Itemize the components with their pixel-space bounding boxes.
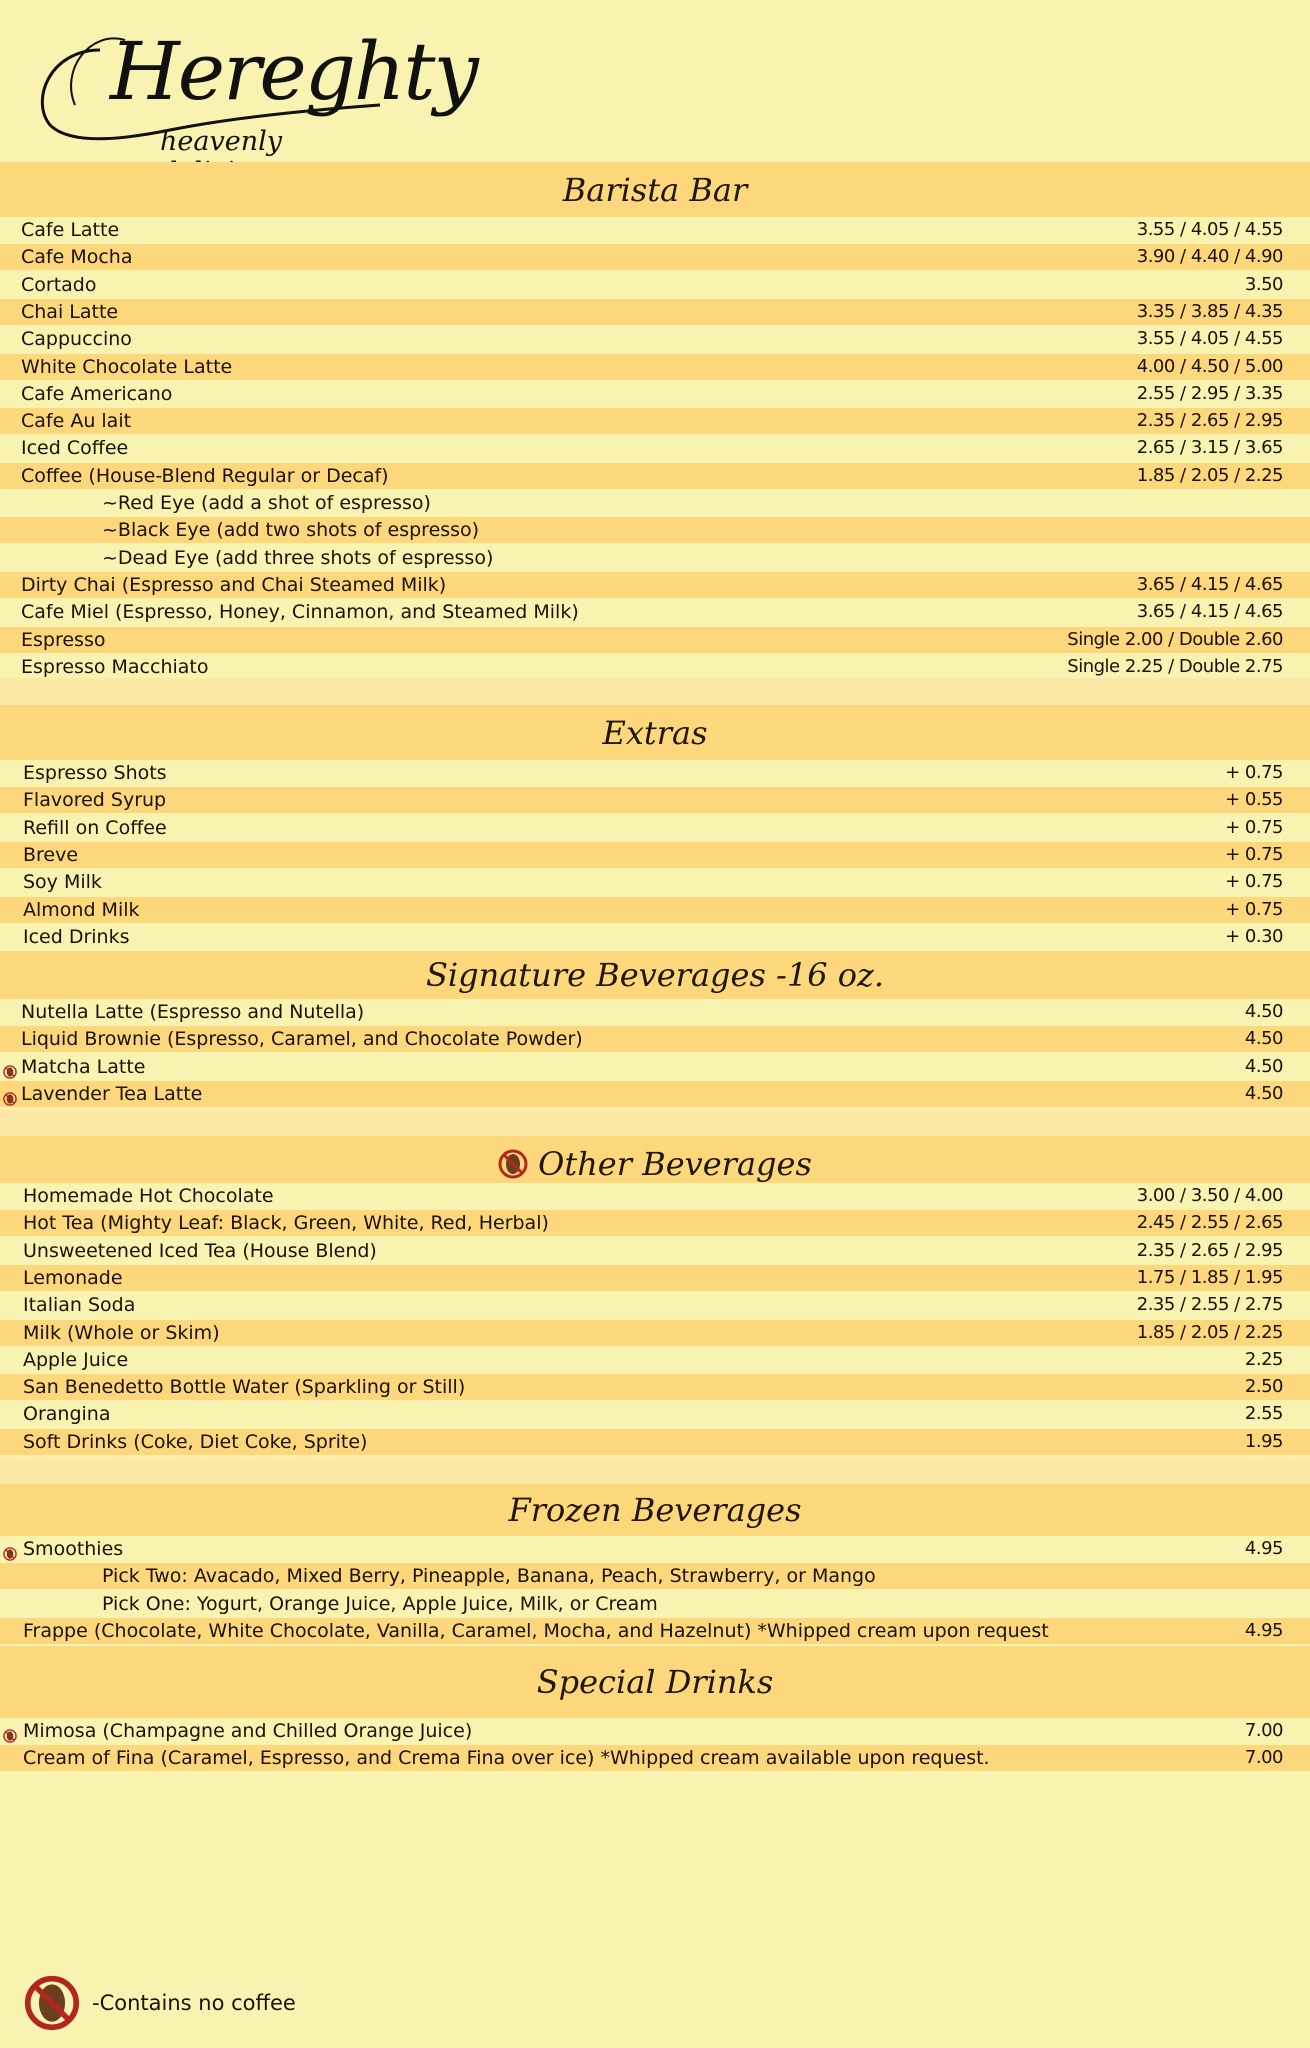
menu-item-name: Liquid Brownie (Espresso, Caramel, and Chocolate Powder) [21, 1028, 583, 1051]
menu-item-price: 4.50 [1244, 1028, 1283, 1050]
menu-item-row [0, 381, 1310, 407]
menu-item-name: Cortado [21, 273, 97, 296]
menu-item-name: Espresso Shots [23, 762, 167, 784]
menu-item-name: Soft Drinks (Coke, Diet Coke, Sprite) [23, 1430, 368, 1453]
menu-item-name: Lemonade [23, 1266, 123, 1289]
menu-item-price: 1.85 / 2.05 / 2.25 [1136, 464, 1283, 486]
menu-item-price: 2.55 [1244, 1403, 1283, 1425]
menu-item-name: Cafe Americano [21, 382, 173, 405]
menu-item-price: 4.50 [1244, 1001, 1283, 1022]
menu-item-row [0, 408, 1310, 434]
menu-item-price: 2.25 [1244, 1348, 1283, 1370]
section-header-extras [0, 705, 1310, 760]
menu-item-row [0, 869, 1310, 895]
menu-item-price: + 0.75 [1225, 843, 1283, 865]
menu-item-row [0, 1374, 1310, 1400]
menu-item-row [0, 1265, 1310, 1291]
menu-item-name: Iced Coffee [21, 437, 129, 460]
no-coffee-icon [24, 1975, 80, 2031]
menu-item-price: 3.00 / 3.50 / 4.00 [1136, 1185, 1283, 1206]
menu-item-name: San Benedetto Bottle Water (Sparkling or Still) [23, 1376, 466, 1399]
menu-item-name: Orangina [23, 1403, 111, 1426]
menu-item-name: Flavored Syrup [23, 789, 167, 812]
menu-item-row [0, 1026, 1310, 1052]
menu-item-price: 4.95 [1244, 1538, 1283, 1559]
no-coffee-icon [3, 1060, 17, 1074]
menu-item-row [0, 1401, 1310, 1427]
menu-item-name: Pick One: Yogurt, Orange Juice, Apple Juice, Milk, or Cream [102, 1592, 658, 1615]
menu-item-row [0, 354, 1310, 380]
menu-item-name: Cafe Au lait [21, 410, 132, 433]
menu-item-row [0, 490, 1310, 516]
menu-item-price: 4.50 [1244, 1082, 1283, 1104]
menu-item-row [0, 897, 1310, 923]
menu-item-row [0, 272, 1310, 298]
section-title-signature: Signature Beverages -16 oz. [425, 956, 885, 994]
menu-item-name: Espresso [21, 628, 106, 651]
menu-item-row [0, 1591, 1310, 1617]
menu-item-row [0, 1618, 1310, 1644]
no-coffee-icon [3, 1724, 17, 1738]
menu-item-price: 3.55 / 4.05 / 4.55 [1136, 328, 1283, 350]
menu-item-row [0, 999, 1310, 1025]
menu-item-price: 2.35 / 2.65 / 2.95 [1136, 410, 1283, 432]
menu-item-name: Cream of Fina (Caramel, Espresso, and Crema Fina over ice) *Whipped cream available upon request. [23, 1747, 990, 1770]
menu-item-name: ~Dead Eye (add three shots of espresso) [102, 546, 494, 569]
menu-item-name: Hot Tea (Mighty Leaf: Black, Green, White, Red, Herbal) [23, 1212, 549, 1235]
menu-item-price: 3.90 / 4.40 / 4.90 [1136, 246, 1283, 268]
menu-item-price: 1.75 / 1.85 / 1.95 [1136, 1266, 1283, 1288]
menu-item-row [0, 1054, 1310, 1080]
section-title-extras: Extras [602, 713, 708, 752]
section-header-frozen [0, 1484, 1310, 1536]
menu-item-price: Single 2.25 / Double 2.75 [1067, 655, 1283, 677]
menu-item-price: + 0.30 [1225, 925, 1283, 947]
menu-item-row [0, 326, 1310, 352]
menu-item-row [0, 1745, 1310, 1771]
menu-item-row [0, 244, 1310, 270]
menu-item-price: 1.85 / 2.05 / 2.25 [1136, 1321, 1283, 1343]
menu-item-row [0, 1536, 1310, 1562]
menu-item-row [0, 760, 1310, 786]
section-header-special [0, 1646, 1310, 1718]
menu-item-name: Homemade Hot Chocolate [23, 1185, 274, 1207]
menu-item-name: Almond Milk [23, 898, 140, 921]
menu-item-row [0, 463, 1310, 489]
menu-item-row [0, 1429, 1310, 1455]
menu-item-price: 1.95 [1244, 1430, 1283, 1452]
brand-tagline: heavenly [160, 126, 282, 157]
menu-item-row [0, 1238, 1310, 1264]
menu-item-price: + 0.75 [1225, 871, 1283, 893]
legend [24, 1975, 296, 2031]
menu-item-name: Lavender Tea Latte [21, 1082, 203, 1105]
section-spacer [0, 1109, 1310, 1136]
menu-item-name: Matcha Latte [21, 1055, 146, 1078]
menu-item-name: Chai Latte [21, 300, 119, 323]
menu-item-name: Smoothies [23, 1538, 124, 1560]
no-coffee-icon [3, 1087, 17, 1101]
menu-item-row [0, 435, 1310, 461]
menu-item-name: Frappe (Chocolate, White Chocolate, Vanilla, Caramel, Mocha, and Hazelnut) *Whipped cream upon request [23, 1619, 1049, 1642]
menu-item-name: Cafe Latte [21, 219, 120, 241]
menu-item-price: 7.00 [1244, 1747, 1283, 1769]
menu-item-price: + 0.75 [1225, 762, 1283, 783]
section-header-barista [0, 162, 1310, 217]
menu-item-name: Breve [23, 843, 79, 866]
section-title-special: Special Drinks [536, 1663, 774, 1701]
menu-item-price: 3.55 / 4.05 / 4.55 [1136, 219, 1283, 240]
menu-item-name: Soy Milk [23, 871, 102, 894]
brand-name: Hereghty [110, 25, 477, 118]
menu-item-name: Espresso Macchiato [21, 655, 209, 678]
menu-item-price: 3.50 [1244, 273, 1283, 295]
menu-item-price: + 0.75 [1225, 898, 1283, 920]
menu-item-name: Unsweetened Iced Tea (House Blend) [23, 1239, 377, 1262]
brand-logo [30, 10, 477, 160]
menu-item-price: 7.00 [1244, 1720, 1283, 1741]
menu-item-name: Coffee (House-Blend Regular or Decaf) [21, 464, 389, 487]
menu-item-price: 2.45 / 2.55 / 2.65 [1136, 1212, 1283, 1234]
legend-text: -Contains no coffee [92, 1991, 296, 2015]
menu-item-row [0, 654, 1310, 680]
menu-item-row [0, 572, 1310, 598]
menu-item-name: ~Red Eye (add a shot of espresso) [102, 492, 431, 514]
menu-item-price: 3.65 / 4.15 / 4.65 [1136, 601, 1283, 623]
menu-item-name: Apple Juice [23, 1348, 129, 1371]
menu-item-name: Milk (Whole or Skim) [23, 1321, 220, 1344]
menu-item-price: 2.35 / 2.65 / 2.95 [1136, 1239, 1283, 1261]
menu-item-name: Refill on Coffee [23, 816, 167, 839]
menu-item-name: White Chocolate Latte [21, 355, 233, 378]
menu-item-row [0, 627, 1310, 653]
menu-item-price: + 0.55 [1225, 789, 1283, 811]
menu-item-price: 2.35 / 2.55 / 2.75 [1136, 1294, 1283, 1316]
menu-item-name: ~Black Eye (add two shots of espresso) [102, 519, 480, 542]
menu-item-row [0, 1563, 1310, 1589]
menu-item-row [0, 1347, 1310, 1373]
section-spacer [0, 1457, 1310, 1484]
menu-item-name: Nutella Latte (Espresso and Nutella) [21, 1001, 365, 1023]
menu-item-row [0, 1081, 1310, 1107]
menu-item-row [0, 599, 1310, 625]
menu-item-row [0, 217, 1310, 243]
menu-item-price: 3.35 / 3.85 / 4.35 [1136, 300, 1283, 322]
menu-item-price: 4.95 [1244, 1619, 1283, 1641]
section-title-other: Other Beverages [538, 1145, 812, 1183]
menu-item-name: Cafe Mocha [21, 246, 133, 269]
menu-item-row [0, 1210, 1310, 1236]
menu-item-price: 2.65 / 3.15 / 3.65 [1136, 437, 1283, 459]
menu-item-price: 2.50 [1244, 1376, 1283, 1398]
menu-item-name: Dirty Chai (Espresso and Chai Steamed Milk) [21, 573, 447, 596]
menu-item-row [0, 545, 1310, 571]
section-spacer [0, 678, 1310, 705]
menu-item-row [0, 1183, 1310, 1209]
menu-item-row [0, 517, 1310, 543]
section-title-barista: Barista Bar [562, 170, 748, 209]
menu-item-price: 3.65 / 4.15 / 4.65 [1136, 573, 1283, 595]
menu-item-row [0, 1292, 1310, 1318]
menu-item-name: Iced Drinks [23, 925, 130, 948]
menu-item-name: Cappuccino [21, 328, 132, 351]
section-header-signature [0, 951, 1310, 999]
menu-item-price: 4.50 [1244, 1055, 1283, 1077]
menu-item-row [0, 924, 1310, 950]
menu-item-row [0, 299, 1310, 325]
menu-item-row [0, 787, 1310, 813]
menu-item-price: Single 2.00 / Double 2.60 [1067, 628, 1283, 650]
no-coffee-icon [3, 1542, 17, 1556]
menu-item-row [0, 815, 1310, 841]
no-coffee-icon [498, 1149, 528, 1179]
menu-item-price: 2.55 / 2.95 / 3.35 [1136, 382, 1283, 404]
menu-item-name: Cafe Miel (Espresso, Honey, Cinnamon, and Steamed Milk) [21, 601, 579, 624]
menu-item-name: Italian Soda [23, 1294, 136, 1317]
menu-item-row [0, 1718, 1310, 1744]
menu-item-row [0, 1320, 1310, 1346]
menu-item-price: + 0.75 [1225, 816, 1283, 838]
menu-item-price: 4.00 / 4.50 / 5.00 [1136, 355, 1283, 377]
section-title-frozen: Frozen Beverages [508, 1491, 802, 1529]
menu-item-row [0, 842, 1310, 868]
menu-item-name: Pick Two: Avacado, Mixed Berry, Pineapple, Banana, Peach, Strawberry, or Mango [102, 1565, 876, 1588]
menu-item-name: Mimosa (Champagne and Chilled Orange Juice) [23, 1720, 473, 1742]
